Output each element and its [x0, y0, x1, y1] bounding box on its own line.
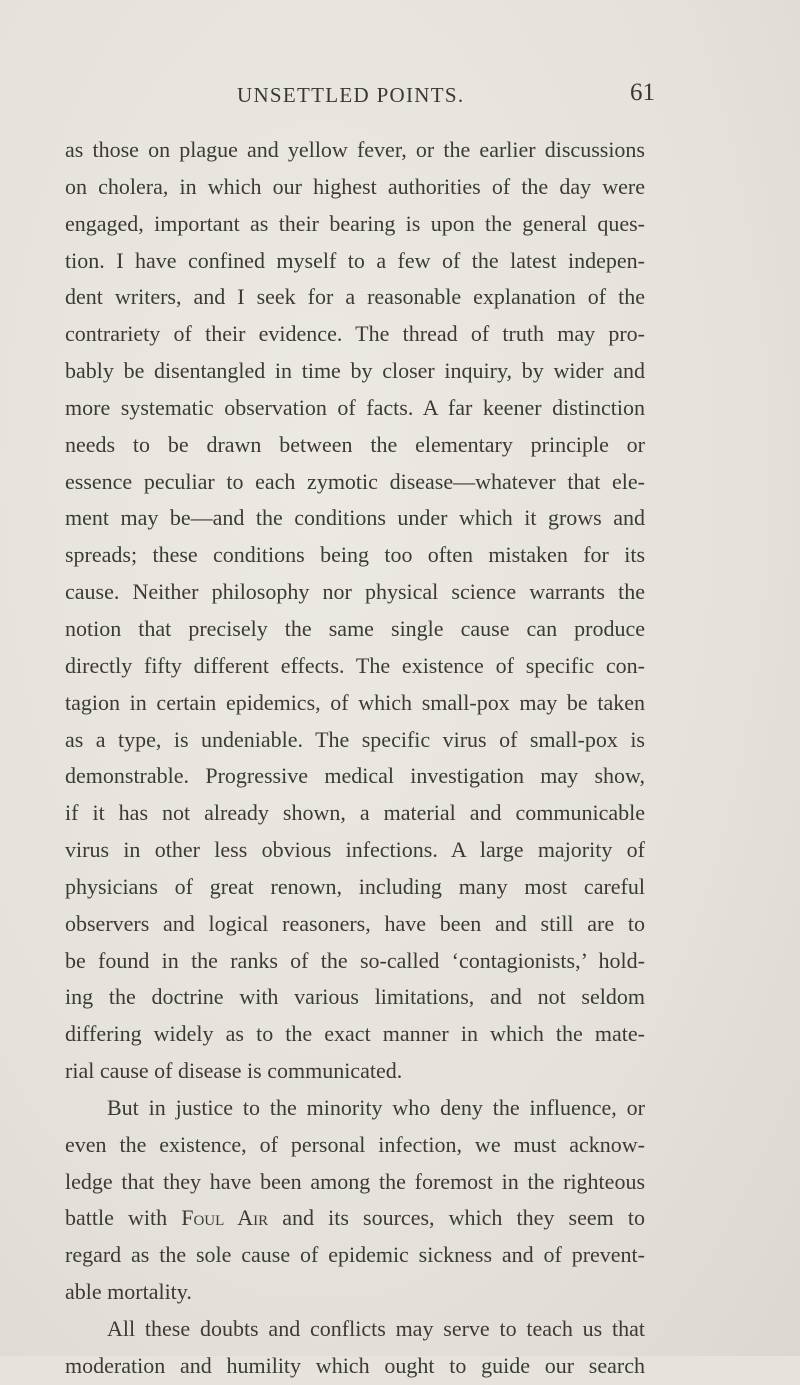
paragraph-3 [65, 1311, 645, 1385]
text-line: ledge that they have been among the foremost in the righteous [65, 1168, 645, 1194]
text-line: essence peculiar to each zymotic disease—whatever that ele- [65, 468, 645, 494]
text-line: regard as the sole cause of epidemic sickness and of prevent- [65, 1242, 645, 1268]
text-line: dent writers, and I seek for a reasonable explanation of the [65, 284, 645, 310]
text-line: differing widely as to the exact manner in which the mate- [65, 1021, 645, 1047]
text-line: cause. Neither philosophy nor physical science warrants the [65, 579, 645, 605]
text-line: engaged, important as their bearing is upon the general ques- [65, 210, 645, 236]
text-line: All these doubts and conflicts may serve to teach us that [107, 1316, 645, 1341]
text-line: on cholera, in which our highest authorities of the day were [65, 173, 645, 199]
text-line: spreads; these conditions being too often mistaken for its [65, 542, 645, 568]
text-line: ing the doctrine with various limitations, and not seldom [65, 984, 645, 1010]
text-line: if it has not already shown, a material and communicable [65, 800, 645, 826]
text-line: as those on plague and yellow fever, or the earlier discussions [65, 137, 645, 162]
page-number: 61 [630, 79, 655, 106]
text-line: But in justice to the minority who deny the influence, or [107, 1094, 645, 1120]
text-line: ment may be—and the conditions under which it grows and [65, 505, 645, 531]
text-line: virus in other less obvious infections. A large majority of [65, 837, 645, 863]
text-line: observers and logical reasoners, have been and still are to [65, 910, 645, 936]
text-line: able mortality. [65, 1279, 192, 1305]
text-line [65, 1200, 645, 1237]
text-line: tagion in certain epidemics, of which small-pox may be taken [65, 689, 645, 715]
body-text [65, 132, 645, 1385]
line-segment: and its sources, which they seem to [268, 1205, 645, 1231]
text-line: contrariety of their evidence. The thread of truth may pro- [65, 321, 645, 347]
line-segment: battle with [65, 1205, 182, 1231]
text-line: demonstrable. Progressive medical investigation may show, [65, 763, 645, 789]
text-line: as a type, is undeniable. The specific virus of small-pox is [65, 726, 645, 752]
text-line: physicians of great renown, including many most careful [65, 873, 645, 899]
paragraph-1 [65, 132, 645, 1090]
small-caps-term: Foul Air [181, 1205, 269, 1231]
paragraph-2 [65, 1090, 645, 1311]
text-line: be found in the ranks of the so-called ‘contagionists,’ hold- [65, 947, 645, 973]
text-line: notion that precisely the same single cause can produce [65, 615, 645, 641]
text-line: tion. I have confined myself to a few of the latest indepen- [65, 247, 645, 273]
text-line: directly fifty different effects. The existence of specific con- [65, 652, 645, 678]
text-line: even the existence, of personal infection, we must acknow- [65, 1131, 645, 1157]
text-line: more systematic observation of facts. A far keener distinction [65, 394, 645, 420]
text-line: moderation and humility which ought to guide our search [65, 1352, 645, 1378]
text-line: rial cause of disease is communicated. [65, 1058, 403, 1084]
running-title: UNSETTLED POINTS. [237, 83, 465, 107]
text-line: needs to be drawn between the elementary principle or [65, 431, 645, 457]
text-line: bably be disentangled in time by closer inquiry, by wider and [65, 358, 645, 384]
running-head [237, 80, 655, 110]
